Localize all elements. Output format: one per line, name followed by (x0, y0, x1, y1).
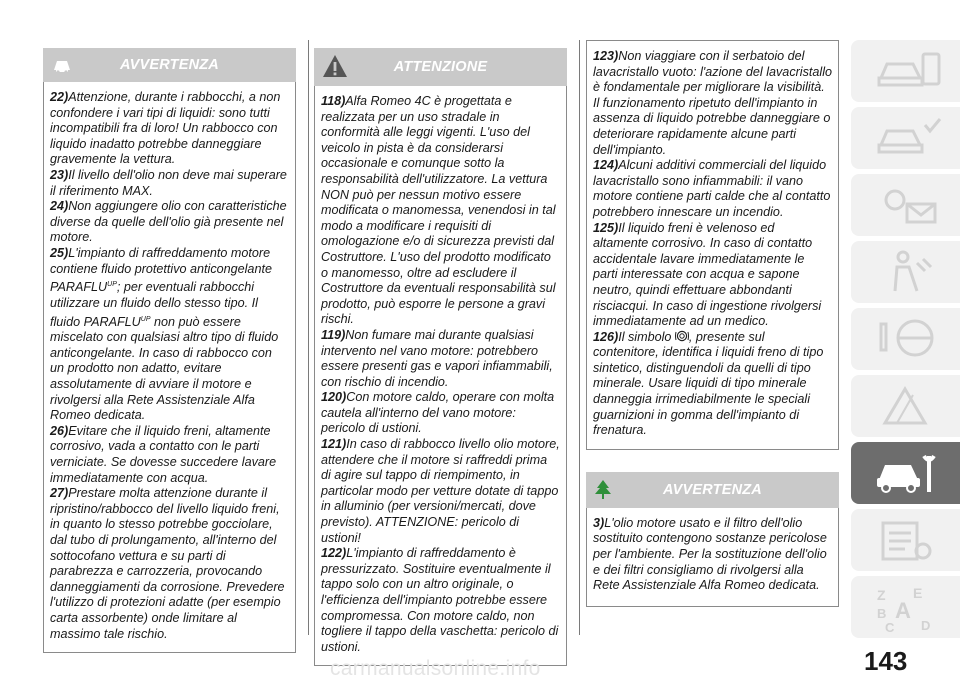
warning-section-1 (43, 48, 296, 653)
car-check-icon (873, 115, 943, 161)
attention-section-continued (586, 40, 839, 607)
tree-environment-icon (592, 478, 614, 502)
steering-key-icon (873, 316, 943, 362)
tab-starting-driving[interactable] (851, 308, 960, 370)
svg-text:C: C (885, 620, 895, 634)
tab-index[interactable] (851, 576, 960, 638)
triangle-road-icon (873, 383, 943, 429)
column-divider (579, 40, 580, 635)
note-125: 125)Il liquido freni è velenoso ed altamente corrosivo. In caso di contatto accidentale lavare immediatamente le parti interessate con acqua e sapone neutro, quindi effettuare abbondanti risciacqui. In caso di ingestione rivolgersi immediatamente ad un medico. (593, 220, 822, 329)
car-wrench-icon (873, 450, 943, 496)
page-number: 143 (864, 646, 908, 676)
svg-text:A: A (895, 598, 911, 623)
brake-fluid-symbol-icon (675, 330, 689, 342)
warning-header (43, 48, 296, 82)
light-envelope-icon (873, 182, 943, 228)
attention-title: ATTENZIONE (393, 59, 488, 75)
note-23: 23)Il livello dell'olio non deve mai superare il riferimento MAX. (50, 167, 287, 198)
attention-body-continued (586, 40, 839, 450)
svg-text:B: B (877, 606, 887, 621)
exclamation-triangle-icon (322, 54, 348, 78)
note-123: 123)Non viaggiare con il serbatoio del lavacristallo vuoto: l'azione del lavacristallo è fondamentale per migliorare la visibilità. Il funzionamento ripetuto dell'impianto in assenza di liquido potrebbe danneggiare o deteriorare rapidamente alcune parti dell'impianto. (593, 49, 833, 157)
tab-emergency[interactable] (851, 375, 960, 437)
svg-text:E: E (913, 585, 923, 601)
chapter-tabs (851, 40, 960, 643)
note-27: 27)Prestare molta attenzione durante il ripristino/rabbocco del livello liquido freni, in quanto lo stesso potrebbe gocciolare, dal tubo di prolungamento, all'interno del sottocofano vettura e su parti di parabrezza e carrozzeria, provocando danneggiamenti da corrosione. Prevedere l'utilizzo di protezioni adatte (per esempio carta assorbente) onde limitare al massimo tale rischio. (50, 486, 285, 641)
tab-maintenance[interactable] (851, 442, 960, 504)
note-121: 121)In caso di rabbocco livello olio motore, attendere che il motore si raffreddi prima di agire sul tappo di riempimento, in particolar modo per vetture dotate di tappo in alluminio (per versioni/mercati, dove previsto). ATTENZIONE: pericolo di ustioni! (321, 437, 560, 545)
warning-title-2: AVVERTENZA (663, 481, 762, 498)
alphabet-index-icon (873, 584, 943, 634)
attention-body (314, 86, 567, 666)
watermark: carmanualsonline.info (330, 657, 541, 680)
svg-text:D: D (921, 618, 931, 633)
attention-header (314, 48, 567, 86)
note-25: 25)L'impianto di raffreddamento motore contiene fluido protettivo anticongelante $PARAFLU^{UP}$; per eventuali rabbocchi utilizzare un fluido dello stesso tipo. Il fluido $PARAFLU^{UP}$ non può essere miscelato con qualsiasi altro tipo di fluido anticongelante. In caso di rabbocco con un prodotto non adatto, evitare assolutamente di avviare il motore e rivolgersi alla Rete Assistenziale Alfa Romeo dedicata. (50, 245, 279, 423)
note-3: 3)L'olio motore usato e il filtro dell'olio sostituito contengono sostanze pericolose per l'ambiente. Per la sostituzione dell'olio e dei filtri consigliamo di rivolgersi alla Rete Assistenziale Alfa Romeo dedicata. (593, 515, 827, 593)
car-hand-warning-icon (51, 55, 73, 75)
warning-title: AVVERTENZA (120, 57, 219, 73)
note-118: 118)Alfa Romeo 4C è progettata e realizzata per un uso stradale in conformità alle leggi vigenti. L'uso del veicolo in pista è da considerarsi occasionale e comunque sotto la responsabilità dell'utilizzatore. La vettura NON può per nessun motivo essere modificata o manomessa, venendosi in tal modo a modificare i requisiti di omologazione e/o di sicurezza previsti dal Costruttore. L'uso del prodotto modificato o manomesso, oltre ad escludere il Costruttore da eventuali responsabilità sul prodotto, può esporre le persone a gravi rischi. (321, 94, 556, 327)
note-126: 126)Il simbolo , presente sul contenitore, identifica i liquidi freno di tipo sintetico, distinguendoli da quelli di tipo minerale. Usare liquidi di tipo minerale danneggia irrimediabilmente le speciali guarnizioni in gomma dell'impianto di frenatura. (593, 329, 824, 438)
tab-dashboard[interactable] (851, 40, 960, 102)
warning-body-2 (586, 508, 839, 607)
note-22: 22)Attenzione, durante i rabbocchi, a non confondere i vari tipi di liquidi: sono tutti incompatibili fra di loro! Un rabbocco con liquido inadatto potrebbe danneggiare gravemente la vettura. (50, 90, 281, 167)
tab-technical-data[interactable] (851, 509, 960, 571)
warning-body (43, 82, 296, 653)
note-120: 120)Con motore caldo, operare con molta cautela all'interno del vano motore: pericolo di ustioni. (321, 390, 555, 436)
note-26: 26)Evitare che il liquido freni, altamente corrosivo, vada a contatto con le parti verniciate. Se dovesse succedere lavare immediatamente con acqua. (50, 423, 277, 485)
svg-text:Z: Z (877, 587, 886, 603)
tab-warning-lights[interactable] (851, 174, 960, 236)
tab-safety[interactable] (851, 241, 960, 303)
column-divider (308, 40, 309, 635)
warning-header-2 (586, 472, 839, 508)
airbag-seat-icon (873, 249, 943, 295)
note-24: 24)Non aggiungere olio con caratteristiche diverse da quelle dell'olio già presente nel motore. (50, 199, 287, 245)
car-dashboard-icon (873, 48, 943, 94)
note-124: 124)Alcuni additivi commerciali del liquido lavacristallo sono infiammabili: il vano motore contiene parti calde che al contatto potrebbero innescare un incendio. (593, 158, 831, 219)
note-119: 119)Non fumare mai durante qualsiasi intervento nel vano motore: potrebbero essere presenti gas e vapori infiammabili, con rischio di incendio. (321, 327, 553, 389)
list-settings-icon (873, 517, 943, 563)
attention-section (314, 48, 567, 666)
note-122: 122)L'impianto di raffreddamento è pressurizzato. Sostituire eventualmente il tappo solo con un altro originale, o l'efficienza dell'impianto potrebbe essere compromessa. Con motore caldo, non togliere il tappo della vaschetta: pericolo di ustioni. (321, 546, 559, 654)
tab-knowing-car[interactable] (851, 107, 960, 169)
